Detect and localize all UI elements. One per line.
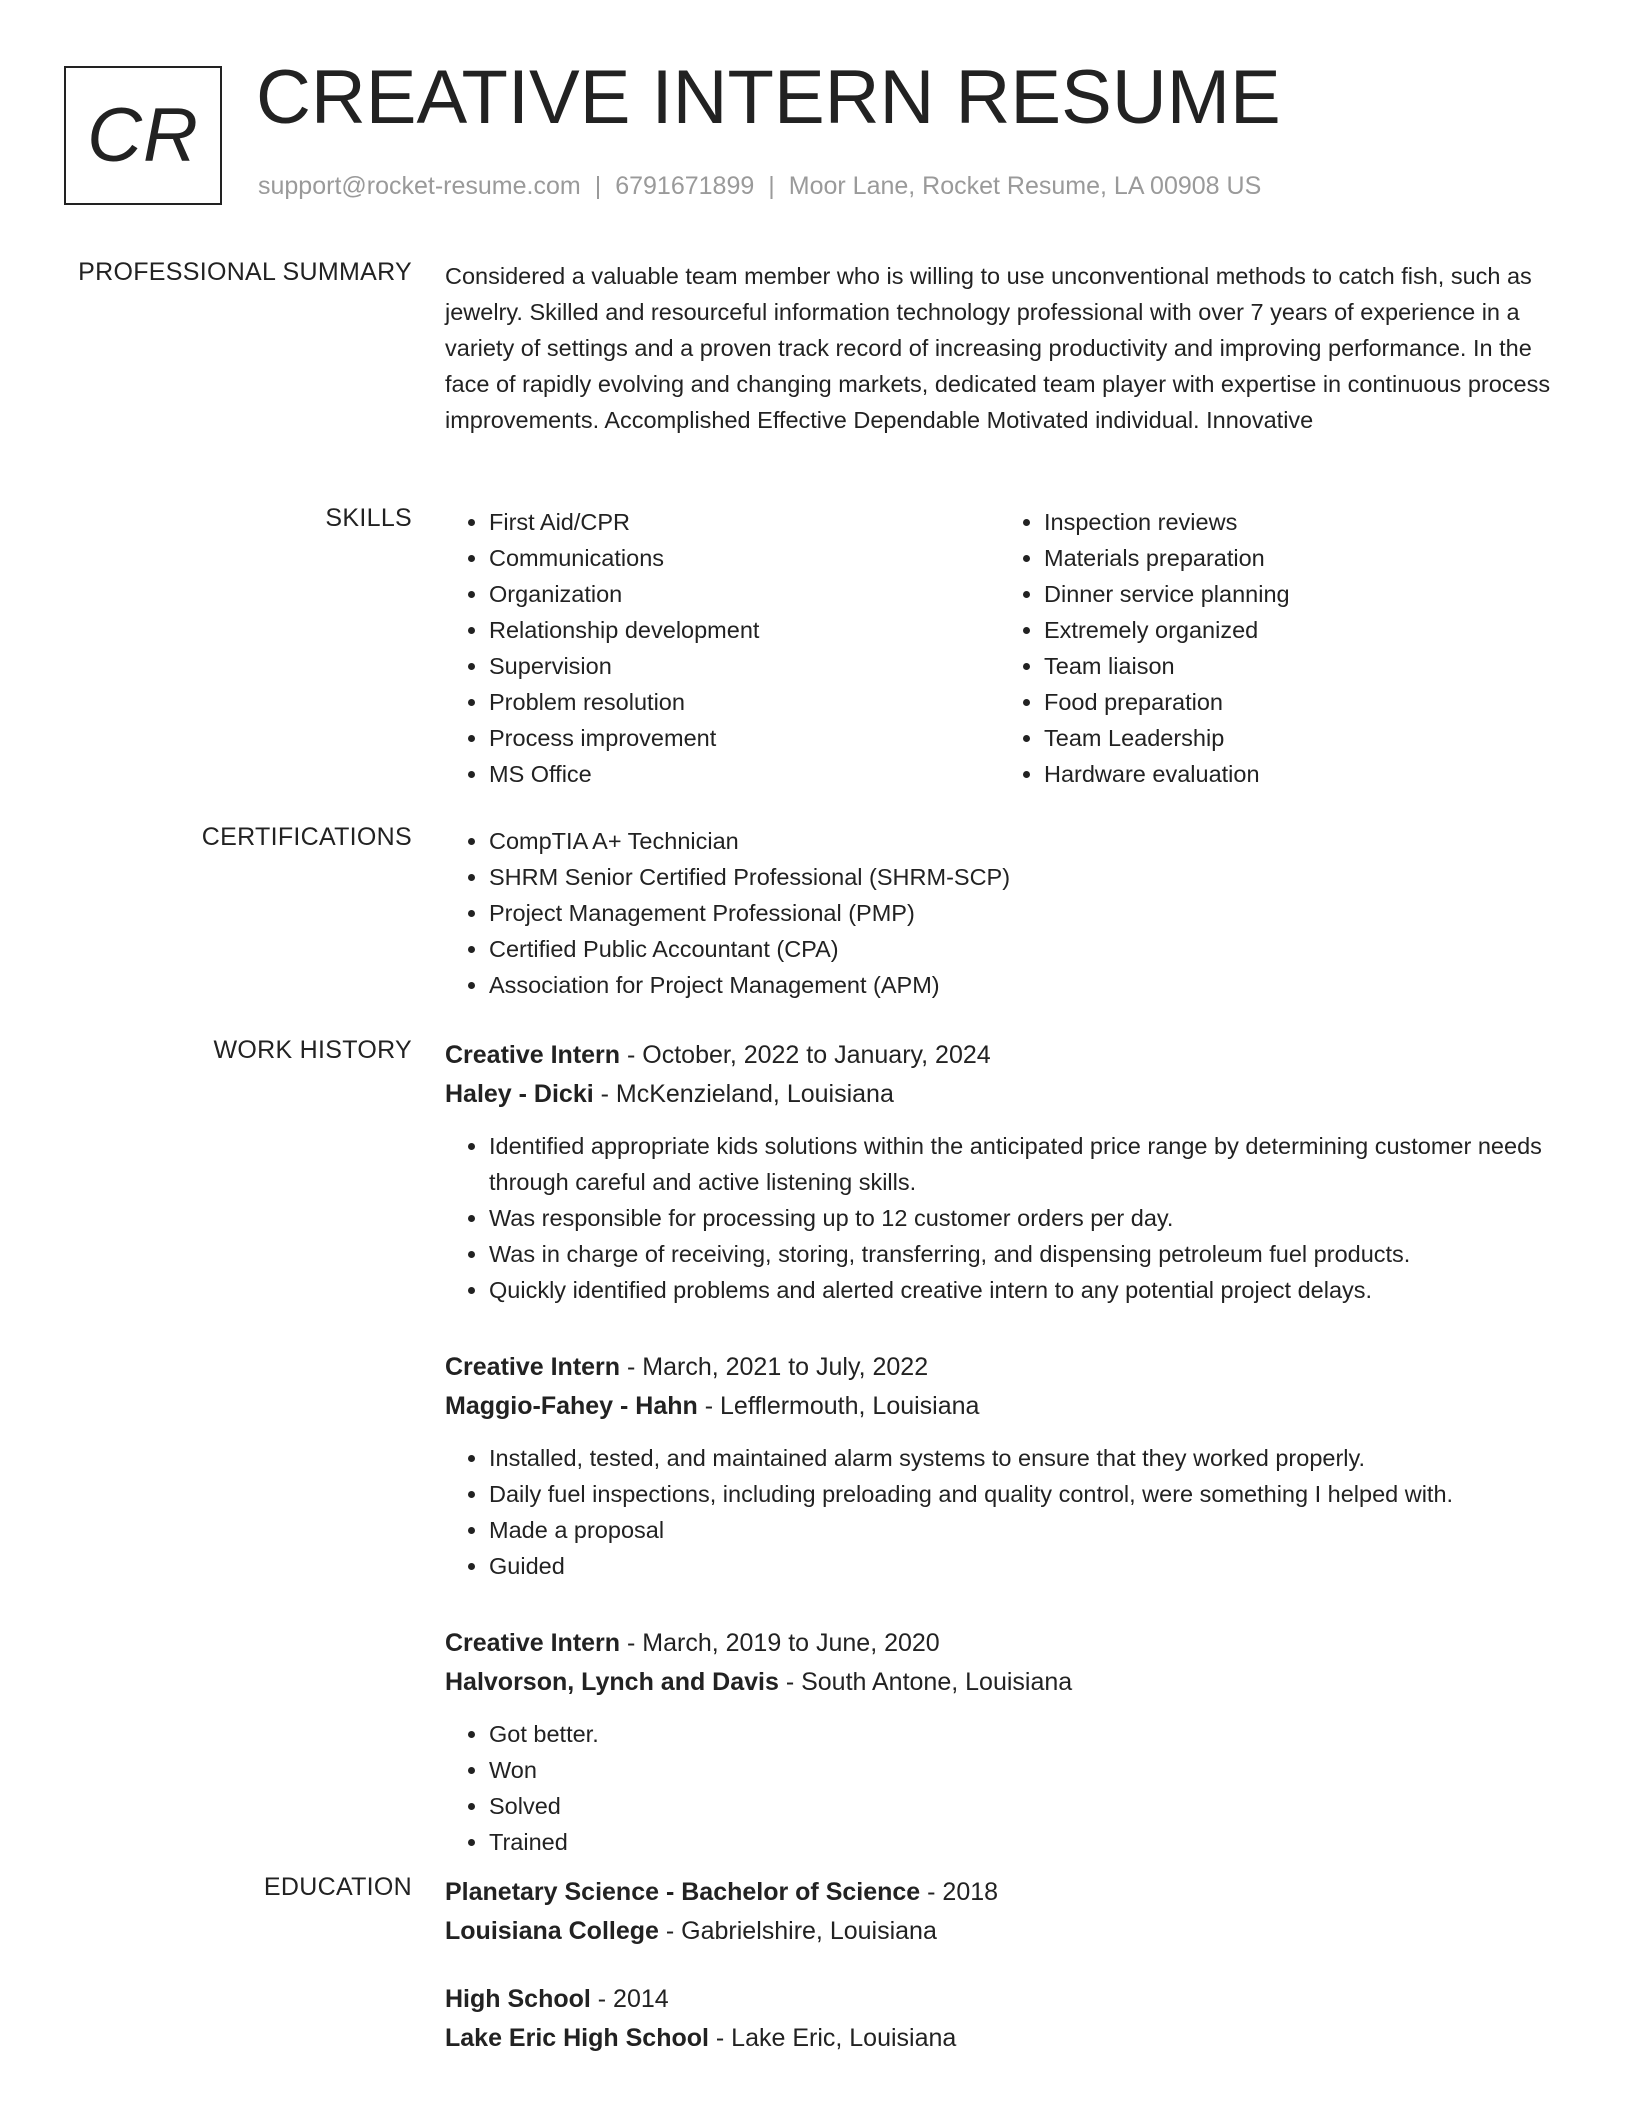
work-history-label: WORK HISTORY	[213, 1036, 412, 1064]
education-school: Louisiana College	[445, 1917, 659, 1945]
job-bullet: • Guided	[489, 1548, 1555, 1584]
job-entry	[445, 1036, 1555, 1308]
job-dates: - March, 2019 to June, 2020	[620, 1629, 940, 1657]
job-title-line	[445, 1036, 1555, 1075]
education-location: - Gabrielshire, Louisiana	[658, 1917, 937, 1945]
contact-line	[258, 172, 1261, 201]
job-entry	[445, 1348, 1555, 1584]
job-location: - McKenzieland, Louisiana	[593, 1080, 894, 1108]
job-title-line	[445, 1624, 1555, 1663]
skill-item: • Communications	[489, 540, 1000, 576]
skill-item: • Relationship development	[489, 612, 1000, 648]
job-company-line	[445, 1387, 1555, 1426]
job-bullet: • Daily fuel inspections, including preloading and quality control, were something I helped with.	[489, 1476, 1555, 1512]
education-school: Lake Eric High School	[445, 2024, 709, 2052]
certification-item: • Project Management Professional (PMP)	[489, 895, 1555, 931]
education-year: - 2018	[920, 1878, 999, 1906]
skill-item: • Dinner service planning	[1044, 576, 1555, 612]
education-entry	[445, 1873, 1555, 1951]
contact-phone: 6791671899	[615, 172, 755, 200]
education-degree-line	[445, 1873, 1555, 1912]
skill-item: • Process improvement	[489, 720, 1000, 756]
job-bullets	[445, 1440, 1555, 1584]
job-bullet: • Was responsible for processing up to 12 customer orders per day.	[489, 1200, 1555, 1236]
education-location: - Lake Eric, Louisiana	[708, 2024, 957, 2052]
education-school-line	[445, 2019, 1555, 2058]
job-title: Creative Intern	[445, 1353, 621, 1381]
job-location: - Lefflermouth, Louisiana	[697, 1392, 980, 1420]
skill-item: • MS Office	[489, 756, 1000, 792]
job-bullet: • Trained	[489, 1824, 1555, 1860]
certification-item: • Association for Project Management (APM)	[489, 967, 1555, 1003]
job-title: Creative Intern	[445, 1041, 621, 1069]
job-bullets	[445, 1716, 1555, 1860]
job-bullet: • Solved	[489, 1788, 1555, 1824]
job-bullet: • Got better.	[489, 1716, 1555, 1752]
skill-item: • Team Leadership	[1044, 720, 1555, 756]
contact-address: Moor Lane, Rocket Resume, LA 00908 US	[788, 172, 1262, 200]
certification-item: • Certified Public Accountant (CPA)	[489, 931, 1555, 967]
job-location: - South Antone, Louisiana	[778, 1668, 1073, 1696]
job-company: Halvorson, Lynch and Davis	[445, 1668, 779, 1696]
job-company: Haley - Dicki	[445, 1080, 594, 1108]
contact-email: support@rocket-resume.com	[258, 172, 581, 200]
summary-text: Considered a valuable team member who is willing to use unconventional methods to catch fish, such as jewelry. Skilled and resourceful information technology professional with over 7 years of experience in a variety of settings and a proven track record of increasing productivity and improving performance. In the face of rapidly evolving and changing markets, dedicated team player with expertise in continuous process improvements. Accomplished Effective Dependable Motivated individual. Innovative	[445, 263, 1551, 433]
job-bullet: • Identified appropriate kids solutions within the anticipated price range by determining customer needs through careful and active listening skills.	[489, 1128, 1555, 1200]
page-title: CREATIVE INTERN RESUME	[256, 55, 1281, 140]
job-bullet: • Made a proposal	[489, 1512, 1555, 1548]
monogram-box: CR	[64, 66, 222, 205]
job-dates: - October, 2022 to January, 2024	[620, 1041, 991, 1069]
education-degree: High School	[445, 1985, 591, 2013]
job-entry	[445, 1624, 1555, 1860]
education-body	[445, 1873, 1555, 2098]
education-school-line	[445, 1912, 1555, 1951]
skill-item: • Team liaison	[1044, 648, 1555, 684]
skill-item: • Hardware evaluation	[1044, 756, 1555, 792]
education-label: EDUCATION	[263, 1873, 412, 1901]
certification-item: • SHRM Senior Certified Professional (SHRM-SCP)	[489, 859, 1555, 895]
skills-columns	[445, 504, 1555, 792]
skills-label: SKILLS	[325, 504, 412, 532]
certifications-list	[445, 823, 1555, 1003]
certification-item: • CompTIA A+ Technician	[489, 823, 1555, 859]
education-degree-line	[445, 1980, 1555, 2019]
job-company: Maggio-Fahey - Hahn	[445, 1392, 698, 1420]
skill-item: • Problem resolution	[489, 684, 1000, 720]
education-year: - 2014	[590, 1985, 669, 2013]
skill-item: • First Aid/CPR	[489, 504, 1000, 540]
skills-list-right	[1000, 504, 1555, 792]
certifications-body	[445, 823, 1555, 1003]
job-bullet: • Won	[489, 1752, 1555, 1788]
education-entry	[445, 1980, 1555, 2058]
job-bullets	[445, 1128, 1555, 1308]
skill-item: • Extremely organized	[1044, 612, 1555, 648]
skill-item: • Food preparation	[1044, 684, 1555, 720]
education-degree: Planetary Science - Bachelor of Science	[445, 1878, 921, 1906]
skill-item: • Organization	[489, 576, 1000, 612]
skills-list-left	[445, 504, 1000, 792]
job-bullet: • Quickly identified problems and alerted creative intern to any potential project delays.	[489, 1272, 1555, 1308]
skill-item: • Supervision	[489, 648, 1000, 684]
job-title: Creative Intern	[445, 1629, 621, 1657]
job-bullet: • Installed, tested, and maintained alarm systems to ensure that they worked properly.	[489, 1440, 1555, 1476]
skill-item: • Inspection reviews	[1044, 504, 1555, 540]
certifications-label: CERTIFICATIONS	[201, 823, 412, 851]
summary-label: PROFESSIONAL SUMMARY	[78, 258, 412, 286]
work-history-body	[445, 1036, 1555, 1900]
contact-separator: |	[594, 172, 602, 200]
job-dates: - March, 2021 to July, 2022	[620, 1353, 929, 1381]
contact-separator: |	[768, 172, 775, 200]
job-bullet: • Was in charge of receiving, storing, transferring, and dispensing petroleum fuel products.	[489, 1236, 1555, 1272]
job-company-line	[445, 1075, 1555, 1114]
job-company-line	[445, 1663, 1555, 1702]
job-title-line	[445, 1348, 1555, 1387]
skill-item: • Materials preparation	[1044, 540, 1555, 576]
